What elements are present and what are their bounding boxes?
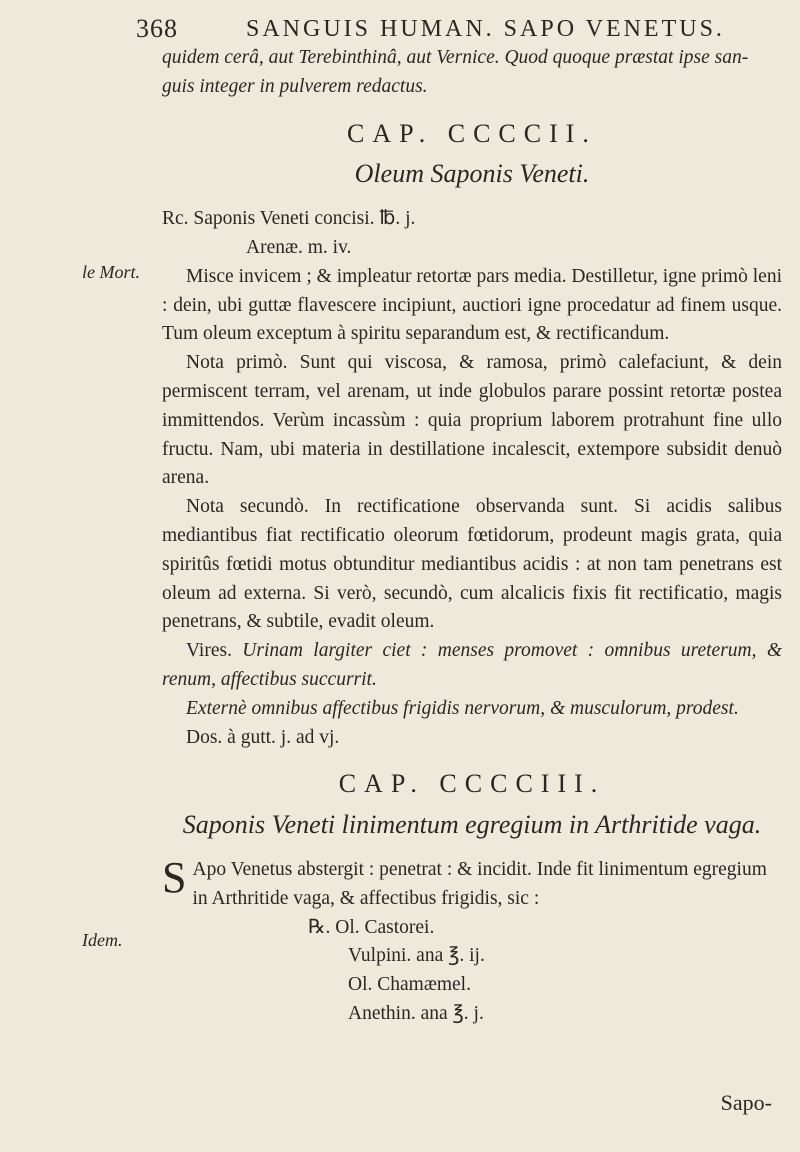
vires-label: Vires. — [186, 640, 232, 662]
margin-note-le-mort: le Mort. — [82, 262, 140, 282]
catchword: Sapo- — [720, 1090, 772, 1115]
recipe-item-2: Vulpini. ana ℥. ij. — [348, 945, 485, 967]
chapter-title-403: Saponis Veneti linimentum egregium in Arthritide vaga. — [182, 810, 762, 840]
continuation-line-2: guis integer in pulverem redactus. — [162, 75, 428, 97]
dose-line: Dos. à gutt. j. ad vj. — [186, 726, 340, 748]
vires-text: Urinam largiter ciet : menses promovet : omnibus ureterum, & renum, affectibus succurrit. — [162, 640, 782, 690]
running-header — [136, 14, 736, 44]
recipe-item-3: Ol. Chamæmel. — [348, 974, 471, 996]
drop-capital: S — [162, 852, 187, 902]
recipe-line-2: Arenæ. m. iv. — [246, 236, 352, 258]
paragraph-externe: Externè omnibus affectibus frigidis nervorum, & musculorum, prodest. — [186, 697, 739, 719]
running-title: SANGUIS HUMAN. SAPO VENETUS. — [246, 16, 725, 42]
chapter-title-402: Oleum Saponis Veneti. — [354, 159, 590, 189]
recipe-item-1: ℞. Ol. Castorei. — [308, 916, 435, 938]
paragraph-preparation: Misce invicem ; & impleatur retortæ pars media. Destilletur, igne primò leni : dein, ubi guttæ flavescere incipiunt, auctiori igne procedatur ad finem usque. Tum oleum exceptum à spiritu separandum est, & rectificandum. — [162, 265, 782, 345]
continuation-line-1: quidem cerâ, aut Terebinthinâ, aut Vernice. Quod quoque præstat ipse san- — [162, 47, 749, 68]
recipe-item-4: Anethin. ana ℥. j. — [348, 1002, 484, 1024]
margin-note-idem: Idem. — [82, 930, 123, 950]
chapter-heading-403: CAP. CCCCIII. — [338, 769, 606, 799]
paragraph-vires — [162, 637, 782, 695]
paragraph-sapo-venetus — [162, 852, 782, 914]
paragraph-nota-secundo: Nota secundò. In rectificatione observanda sunt. Si acidis salibus mediantibus fiat rectificatio oleorum fœtidorum, prodeunt magis grata, quia spiritûs fœtidi motus obtunditur mediantibus acidis : at non tam penetrans est oleum ad externa. Si verò, secundò, cum alcalicis fixis fit rectificatio, magis penetrans, & subtile, evadit oleum. — [162, 496, 782, 633]
main-text — [162, 44, 782, 1029]
chapter-heading-402: CAP. CCCCII. — [347, 118, 597, 148]
page-number: 368 — [136, 14, 178, 43]
recipe-line-1: Rc. Saponis Veneti concisi. ℔. j. — [162, 208, 416, 230]
paragraph-nota-primo: Nota primò. Sunt qui viscosa, & ramosa, primò calefaciunt, & dein permiscent terram, vel arenam, ut inde globulos parare possint retortæ postea immittendos. Verùm incassùm : quia proprium laborem protrahunt fine ullo fructu. Nam, ubi materia in destillatione incalescit, extempore subsidit denuò arena. — [162, 352, 782, 489]
paragraph-sapo-text: Apo Venetus abstergit : penetrat : & incidit. Inde fit linimentum egregium in Arthritide vaga, & affectibus frigidis, sic : — [192, 858, 767, 909]
